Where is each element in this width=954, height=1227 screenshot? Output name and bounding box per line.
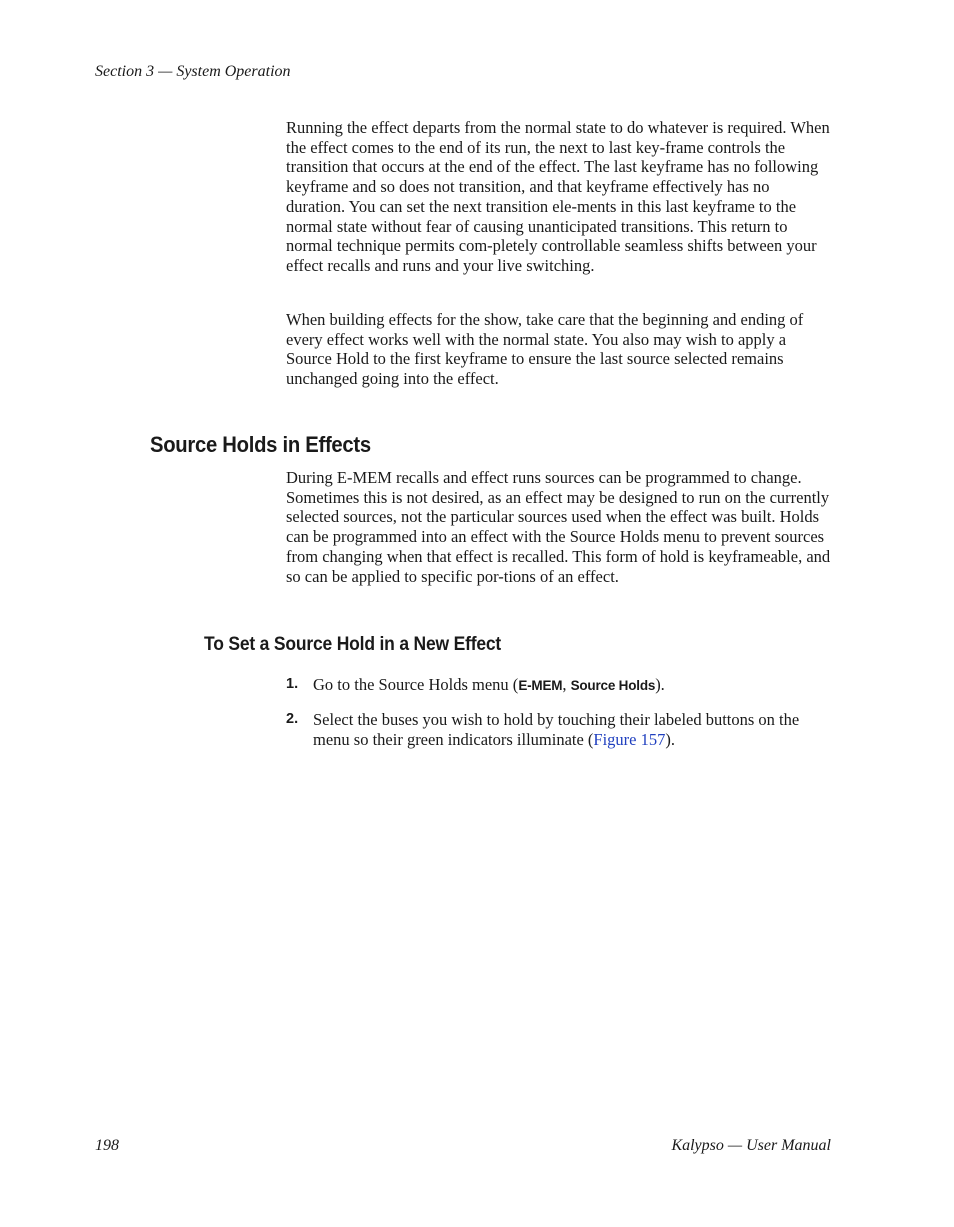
step-text-part: Select the buses you wish to hold by touching their labeled buttons on the menu so their green indicators illuminate (: [313, 710, 800, 749]
step-text-part: ).: [665, 729, 676, 749]
menu-label-source-holds: Source Holds: [570, 678, 656, 693]
step-number: 2.: [286, 711, 299, 727]
step-text: [313, 675, 832, 696]
page-number: 198: [95, 1137, 119, 1154]
step-text: [313, 710, 832, 749]
step-text-part: ).: [655, 675, 665, 694]
step-number: 1.: [286, 676, 299, 692]
section-heading: Source Holds in Effects: [150, 432, 371, 457]
subsection-heading: To Set a Source Hold in a New Effect: [204, 634, 502, 655]
running-header: Section 3 — System Operation: [95, 63, 291, 80]
body-paragraph-building-effects: When building effects for the show, take care that the beginning and ending of every effect works well with the normal state. You also may wish to apply a Source Hold to the first keyframe to ensure the last source selected remains unchanged going into the effect.: [286, 310, 804, 389]
step-text-part: Go to the Source Holds menu (: [313, 675, 519, 694]
body-paragraph-source-holds: During E-MEM recalls and effect runs sources can be programmed to change. Sometimes this is not desired, as an effect may be designed to run on the currently selected sources, not the particular sources used when the effect was built. Holds can be programmed into an effect with the Source Holds menu to prevent sources from changing when that effect is recalled. This form of hold is keyframeable, and so can be applied to specific por-tions of an effect.: [286, 468, 831, 586]
body-paragraph-normal-state: Running the effect departs from the normal state to do whatever is required. When the effect comes to the end of its run, the next to last key-frame controls the transition that occurs at the end of the effect. The last keyframe has no following keyframe and so does not transition, and that keyframe effectively has no duration. You can set the next transition ele-ments in this last keyframe to the normal state without fear of causing unanticipated transitions. This return to normal technique permits com-pletely controllable seamless shifts between your effect recalls and runs and your live switching.: [286, 118, 830, 275]
step-text-separator: ,: [562, 675, 571, 694]
manual-title: Kalypso — User Manual: [671, 1137, 831, 1154]
procedure-step-2: [286, 710, 832, 749]
figure-157-link[interactable]: Figure 157: [593, 729, 666, 749]
menu-label-emem: E-MEM: [518, 678, 563, 693]
procedure-step-1: [286, 675, 832, 696]
